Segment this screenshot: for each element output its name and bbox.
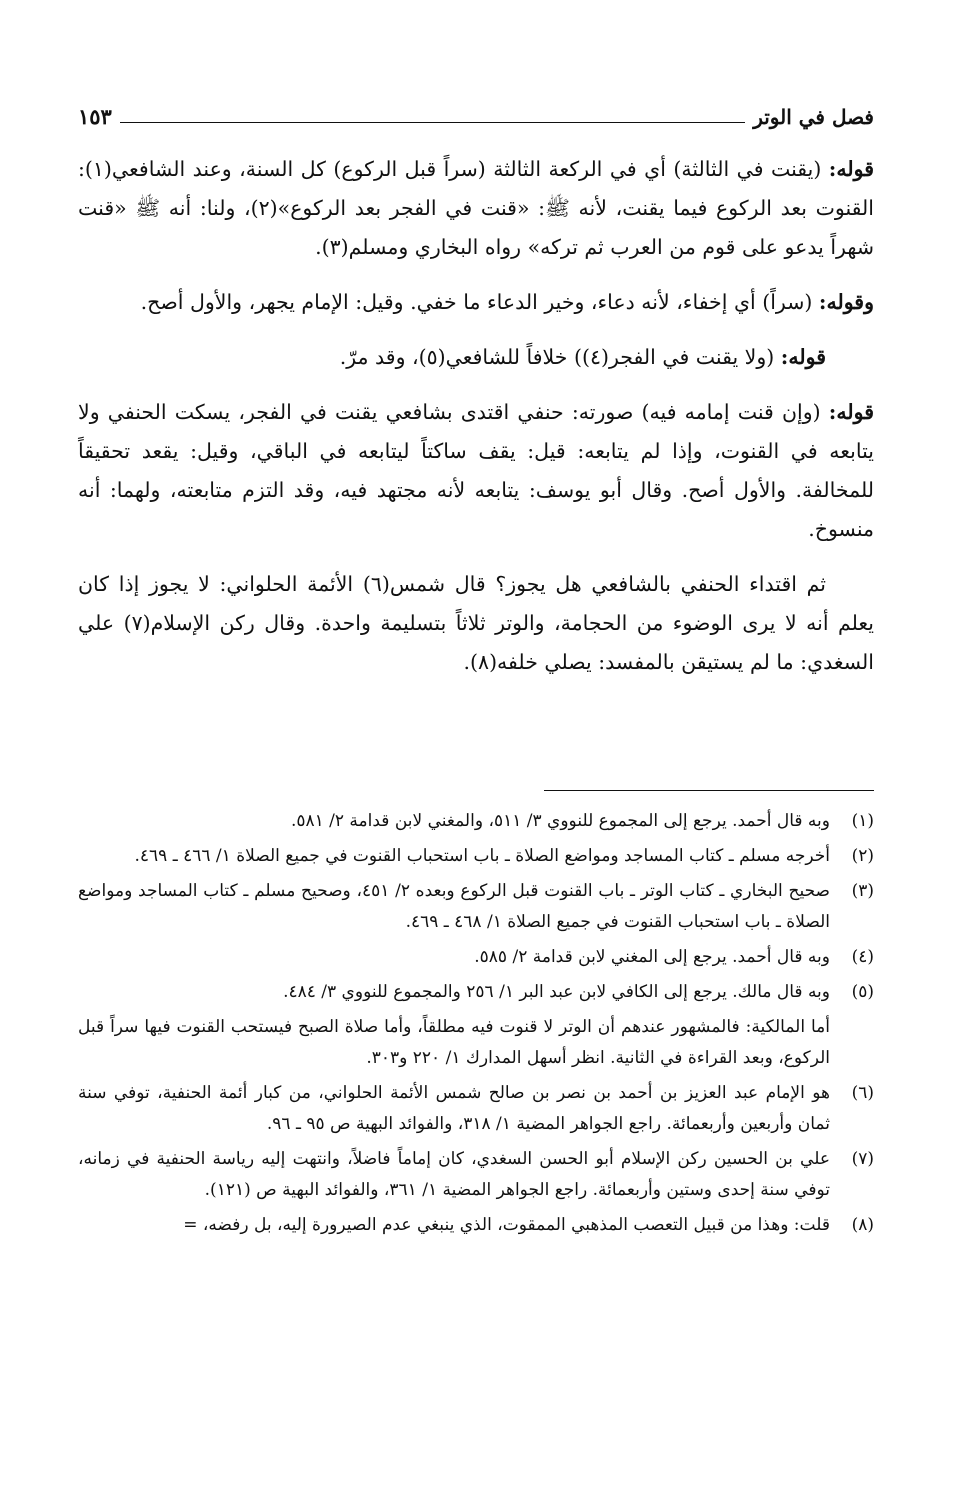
paragraph-text: (يقنت في الثالثة) أي في الركعة الثالثة (سراً قبل الركوع) كل السنة، وعند الشافعي(١): القنوت بعد الركوع فيما يقنت، لأنه ﷺ: «قنت في الفجر بعد الركوع»(٢)، ولنا: أنه ﷺ «قنت شهراً يدعو على قوم من العرب ثم تركه» رواه البخاري ومسلم(٣). xyxy=(78,157,874,259)
main-text xyxy=(78,150,874,698)
paragraph-lead: قوله: xyxy=(780,345,826,369)
footnotes xyxy=(78,806,874,1245)
paragraph-2 xyxy=(78,283,874,322)
footnote-text: وبه قال مالك. يرجع إلى الكافي لابن عبد البر ١/ ٢٥٦ والمجموع للنووي ٣/ ٤٨٤. xyxy=(283,982,830,1002)
paragraph-1 xyxy=(78,150,874,267)
paragraph-lead: قوله: xyxy=(828,157,874,181)
footnote-1 xyxy=(78,806,874,837)
footnote-separator xyxy=(544,790,874,791)
paragraph-lead: قوله: xyxy=(828,400,874,424)
footnote-number: (٥) xyxy=(851,982,874,1002)
paragraph-lead: وقوله: xyxy=(818,290,874,314)
footnote-7 xyxy=(78,1144,874,1206)
footnote-text: وبه قال أحمد. يرجع إلى المجموع للنووي ٣/ ٥١١، والمغني لابن قدامة ٢/ ٥٨١. xyxy=(290,811,830,831)
footnote-text: صحيح البخاري ـ كتاب الوتر ـ باب القنوت قبل الركوع وبعده ٢/ ٤٥١، وصحيح مسلم ـ كتاب المساجد ومواضع الصلاة ـ باب استحباب القنوت في جميع الصلاة ١/ ٤٦٨ ـ ٤٦٩. xyxy=(78,881,830,932)
footnote-6 xyxy=(78,1078,874,1140)
footnote-3 xyxy=(78,876,874,938)
footnote-text: أما المالكية: فالمشهور عندهم أن الوتر لا قنوت فيه مطلقاً، وأما صلاة الصبح فيستحب القنوت فيها سراً قبل الركوع، وبعد القراءة في الثانية. انظر أسهل المدارك ١/ ٢٢٠ و٣٠٣. xyxy=(78,1017,830,1068)
footnote-2 xyxy=(78,841,874,872)
footnote-4 xyxy=(78,942,874,973)
footnote-number: (٢) xyxy=(851,846,874,866)
footnote-number: (١) xyxy=(851,811,874,831)
footnote-5 xyxy=(78,977,874,1008)
paragraph-5 xyxy=(78,565,874,682)
paragraph-text: ثم اقتداء الحنفي بالشافعي هل يجوز؟ قال شمس(٦) الأئمة الحلواني: لا يجوز إذا كان يعلم أنه لا يرى الوضوء من الحجامة، والوتر ثلاثاً بتسليمة واحدة. وقال ركن الإسلام(٧) علي السغدي: ما لم يستيقن بالمفسد: يصلي خلفه(٨). xyxy=(78,572,874,674)
footnote-text: أخرجه مسلم ـ كتاب المساجد ومواضع الصلاة ـ باب استحباب القنوت في جميع الصلاة ١/ ٤٦٦ ـ ٤٦٩. xyxy=(134,846,830,866)
paragraph-4 xyxy=(78,393,874,549)
running-header xyxy=(78,95,874,129)
paragraph-3 xyxy=(78,338,874,377)
footnote-text: علي بن الحسين ركن الإسلام أبو الحسن السغدي، كان إماماً فاضلاً، وانتهت إليه رياسة الحنفية في زمانه، توفي سنة إحدى وستين وأربعمائة. راجع الجواهر المضية ١/ ٣٦١، والفوائد البهية ص (١٢١). xyxy=(78,1149,830,1200)
page-number: ١٥٣ xyxy=(78,104,112,129)
paragraph-text: (ولا يقنت في الفجر(٤)) خلافاً للشافعي(٥)، وقد مرّ. xyxy=(339,345,781,369)
footnote-text: وبه قال أحمد. يرجع إلى المغني لابن قدامة ٢/ ٥٨٥. xyxy=(474,947,830,967)
footnote-number: (٧) xyxy=(851,1149,874,1169)
footnote-number: (٣) xyxy=(851,881,874,901)
footnote-number: (٦) xyxy=(851,1083,874,1103)
footnote-text: قلت: وهذا من قبيل التعصب المذهبي الممقوت، الذي ينبغي عدم الصيرورة إليه، بل رفضه، = xyxy=(183,1215,830,1235)
footnote-5-continued xyxy=(78,1012,874,1074)
chapter-title: فصل في الوتر xyxy=(753,105,874,129)
paragraph-text: (وإن قنت إمامه فيه) صورته: حنفي اقتدى بشافعي يقنت في الفجر، يسكت الحنفي ولا يتابعه في القنوت، وإذا لم يتابعه: قيل: يقف ساكتاً ليتابعه في الباقي، وقيل: يقعد تحقيقاً للمخالفة. والأول أصح. وقال أبو يوسف: يتابعه لأنه مجتهد فيه، وقد التزم متابعته، ولهما: أنه منسوخ. xyxy=(78,400,874,541)
footnote-number: (٨) xyxy=(851,1215,874,1235)
footnote-8 xyxy=(78,1210,874,1241)
footnote-number: (٤) xyxy=(851,947,874,967)
header-rule xyxy=(120,122,745,123)
paragraph-text: (سراً) أي إخفاء، لأنه دعاء، وخير الدعاء ما خفي. وقيل: الإمام يجهر، والأول أصح. xyxy=(140,290,819,314)
footnote-text: هو الإمام عبد العزيز بن أحمد بن نصر بن صالح شمس الأئمة الحلواني، من كبار أئمة الحنفية، توفي سنة ثمان وأربعين وأربعمائة. راجع الجواهر المضية ١/ ٣١٨، والفوائد البهية ص ٩٥ ـ ٩٦. xyxy=(78,1083,830,1134)
